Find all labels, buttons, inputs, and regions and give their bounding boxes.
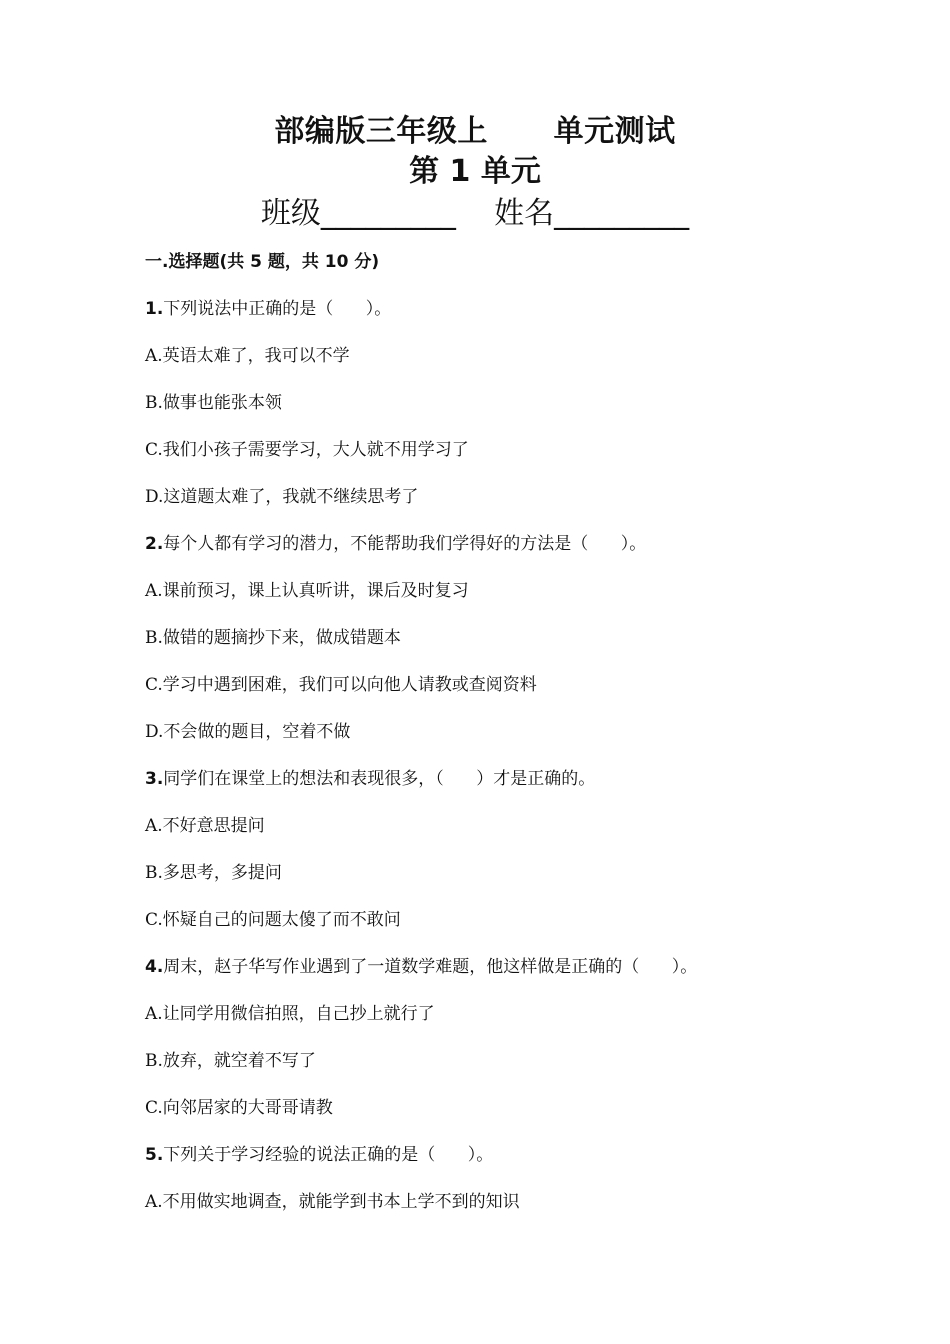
question-text: 每个人都有学习的潜力，不能帮助我们学得好的方法是（ ）。 (163, 534, 647, 554)
question-5 (145, 1141, 885, 1169)
section-header: 一.选择题(共 5 题，共 10 分) (145, 252, 380, 272)
question-3 (145, 765, 885, 793)
option-4b: B.放弃，就空着不写了 (145, 1051, 316, 1071)
option-1a: A.英语太难了，我可以不学 (145, 346, 350, 366)
question-number: 4. (145, 957, 164, 977)
option-3a: A.不好意思提问 (145, 816, 265, 836)
option-1c: C.我们小孩子需要学习，大人就不用学习了 (145, 440, 469, 460)
question-number: 5. (145, 1145, 164, 1165)
question-number: 3. (145, 769, 164, 789)
question-content (145, 248, 885, 1235)
option-4a: A.让同学用微信拍照，自己抄上就行了 (145, 1004, 435, 1024)
option-3c: C.怀疑自己的问题太傻了而不敢问 (145, 910, 401, 930)
question-text: 下列说法中正确的是（ ）。 (163, 299, 392, 319)
option-1d: D.这道题太难了，我就不继续思考了 (145, 487, 419, 507)
option-2b: B.做错的题摘抄下来，做成错题本 (145, 628, 401, 648)
question-4 (145, 953, 885, 981)
exam-title: 部编版三年级上 单元测试 (274, 114, 676, 149)
question-number: 1. (145, 299, 164, 319)
student-info-fields: 班级_________ 姓名_________ (260, 196, 690, 231)
question-1 (145, 295, 885, 323)
option-3b: B.多思考，多提问 (145, 863, 282, 883)
option-2a: A.课前预习，课上认真听讲，课后及时复习 (145, 581, 469, 601)
option-1b: B.做事也能张本领 (145, 393, 282, 413)
question-number: 2. (145, 534, 164, 554)
question-text: 周末，赵子华写作业遇到了一道数学难题，他这样做是正确的（ ）。 (163, 957, 698, 977)
question-text: 同学们在课堂上的想法和表现很多，（ ）才是正确的。 (163, 769, 596, 789)
option-2c: C.学习中遇到困难，我们可以向他人请教或查阅资料 (145, 675, 537, 695)
unit-title: 第 1 单元 (409, 154, 541, 189)
question-2 (145, 530, 885, 558)
option-4c: C.向邻居家的大哥哥请教 (145, 1098, 333, 1118)
option-5a: A.不用做实地调查，就能学到书本上学不到的知识 (145, 1192, 520, 1212)
title-block (0, 112, 950, 236)
question-text: 下列关于学习经验的说法正确的是（ ）。 (163, 1145, 494, 1165)
option-2d: D.不会做的题目，空着不做 (145, 722, 351, 742)
